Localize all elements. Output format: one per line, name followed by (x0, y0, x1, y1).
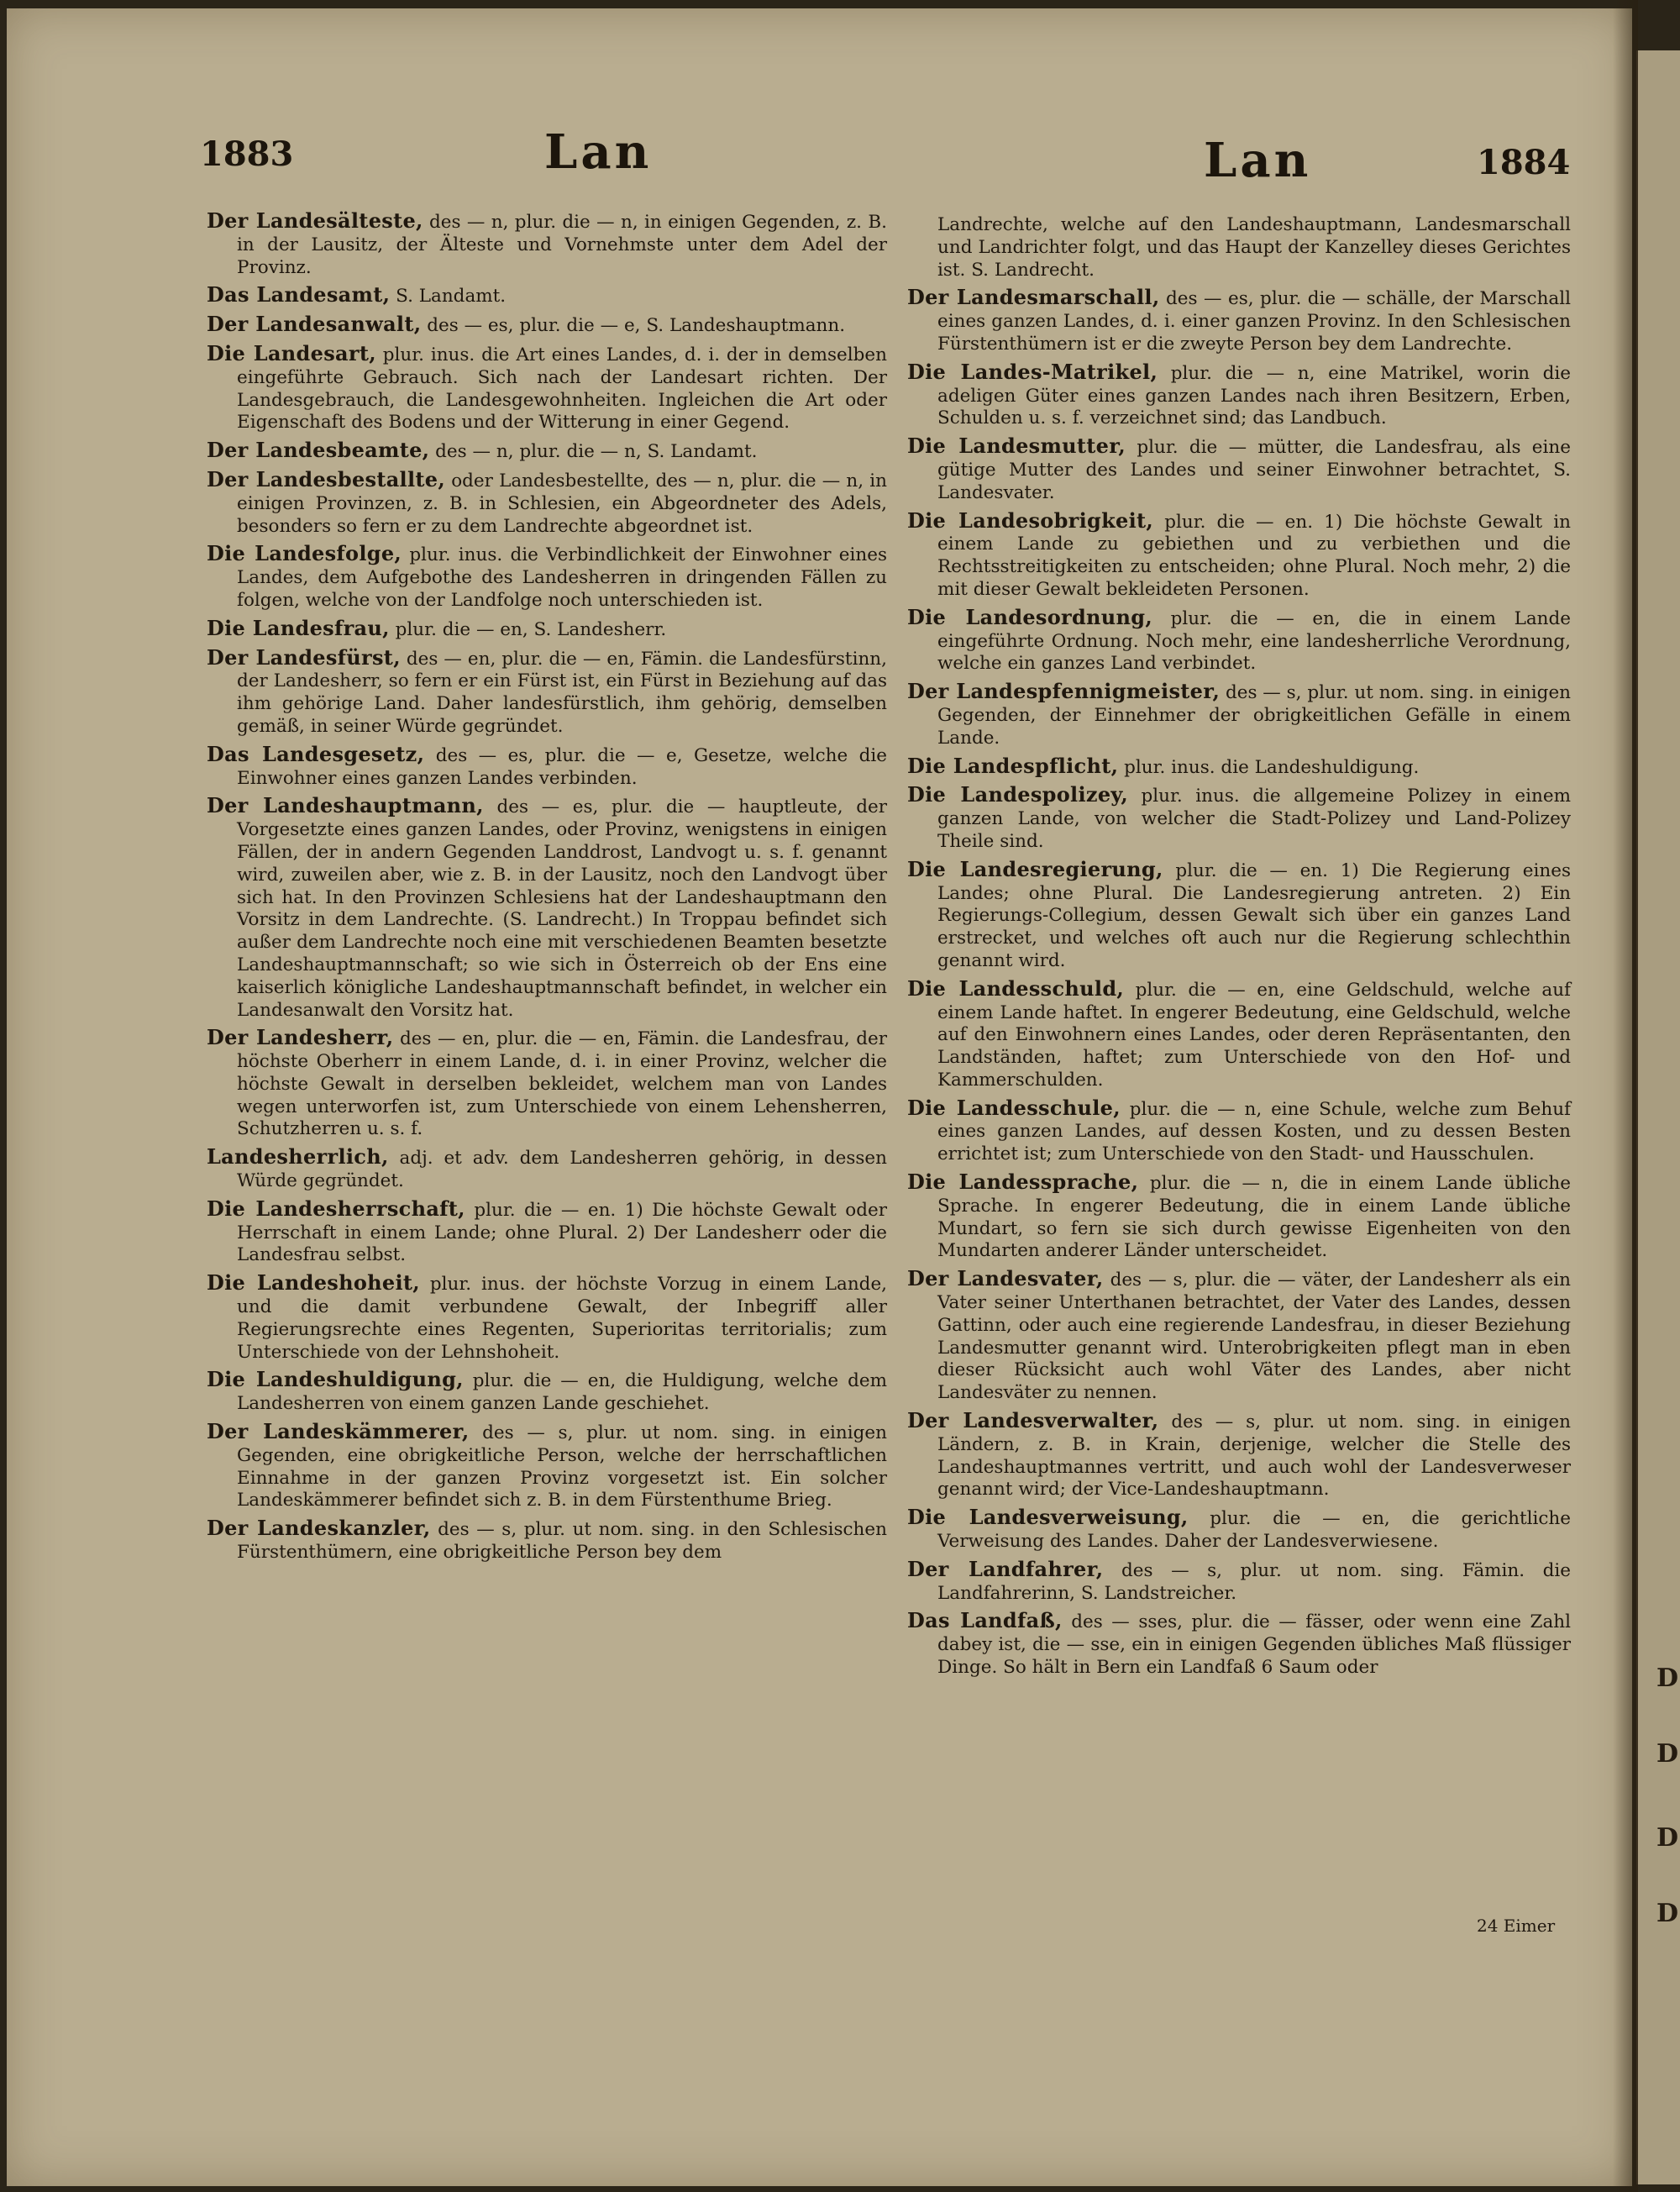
entry-definition: des — sses, plur. die — fässer, oder wenn eine Zahl dabey ist, die — sse, ein in einigen Gegenden übliches Maß flüssiger Dinge. So hält in Bern ein Landfaß 6 Saum oder (937, 1611, 1571, 1679)
dictionary-entry (207, 543, 887, 612)
edge-letter: D (1656, 1664, 1679, 1693)
edge-letter: D (1656, 1823, 1679, 1853)
entry-headword: Die Landesschule, (907, 1095, 1121, 1120)
entry-headword: Der Landesverwalter, (907, 1408, 1159, 1433)
entry-definition: plur. die — en, die in einem Lande eingeführte Ordnung. Noch mehr, eine landesherrliche Verordnung, welche ein ganzes Land verbindet. (937, 607, 1572, 675)
entry-definition: des — s, plur. ut nom. sing. in einigen Ländern, z. B. in Krain, derjenige, welcher die Stelle des Landeshauptmannes vertritt, und auch wohl der Landesverweser genannt wird; der Vice-Landeshauptmann. (937, 1411, 1571, 1501)
dictionary-entry (907, 1506, 1571, 1553)
dictionary-entry (907, 214, 1571, 281)
dictionary-entry (207, 1198, 887, 1267)
entry-definition: plur. inus. der höchste Vorzug in einem Lande, und die damit verbundene Gewalt, der Inbegriff aller Regierungsrechte eines Regenten, Superioritas territorialis; zum Unterschiede von der Lehnshoheit. (237, 1274, 887, 1363)
dictionary-entry (907, 975, 1572, 1092)
entry-headword: Die Landesordnung, (907, 604, 1153, 629)
dictionary-entry (207, 1146, 887, 1193)
entry-headword: Der Landeskämmerer, (207, 1419, 470, 1444)
entry-definition: plur. inus. die Landeshuldigung. (1124, 756, 1420, 778)
dictionary-entry (907, 1171, 1571, 1263)
entry-headword: Die Landesverweisung, (907, 1505, 1189, 1530)
dictionary-entry (207, 1027, 887, 1141)
entry-definition: plur. die — en. 1) Die höchste Gewalt in einem Lande zu gebiethen und zu verbiethen und die Rechtsstreitigkeiten zu entscheiden; ohne Plural. Noch mehr, 2) die mit dieser Gewalt bekleideten Personen. (937, 511, 1571, 600)
entry-headword: Der Landesbestallte, (207, 466, 446, 491)
entry-headword: Der Landesherr, (207, 1025, 394, 1050)
right-running-head: Lan (1204, 133, 1312, 188)
entry-headword: Der Landesfürst, (207, 644, 401, 670)
entry-definition: des — n, plur. die — n, S. Landamt. (435, 441, 758, 463)
entry-definition: des — s, plur. ut nom. sing. Fämin. die Landfahrerinn, S. Landstreicher. (937, 1559, 1571, 1604)
entry-headword: Landesherrlich, (207, 1144, 389, 1170)
entry-definition: des — n, plur. die — n, in einigen Gegenden, z. B. in der Lausitz, der Älteste und Vornehmste unter dem Adel der Provinz. (237, 212, 887, 278)
entry-headword: Der Landeshauptmann, (207, 793, 484, 818)
entry-headword: Der Landesmarschall, (907, 285, 1160, 310)
entry-headword: Das Landesamt, (207, 282, 391, 308)
left-column (207, 210, 887, 1569)
dictionary-entry (207, 741, 887, 791)
entry-definition: plur. die — mütter, die Landesfrau, als eine gütige Mutter des Landes und seiner Einwohner betrachtet, S. Landesvater. (937, 437, 1571, 503)
entry-headword: Das Landesgesetz, (207, 741, 425, 766)
entry-definition: des — en, plur. die — en, Fämin. die Landesfrau, der höchste Oberherr in einem Lande, d. i. in einer Provinz, welcher die höchste Gewalt in derselben bekleidet, welchem man von Landes wegen unterworfen ist, zum Unterschiede von einem Lehensherren, Schutzherren u. s. f. (237, 1028, 887, 1140)
entry-headword: Die Landesregierung, (907, 856, 1163, 881)
entry-headword: Der Landesanwalt, (207, 312, 422, 337)
entry-definition: des — es, plur. die — schälle, der Marschall eines ganzen Landes, d. i. einer ganzen Provinz. In den Schlesischen Fürstenthümern ist er die zweyte Person bey dem Landrechte. (937, 288, 1571, 355)
dictionary-entry (207, 466, 888, 538)
entry-headword: Die Landesschuld, (907, 975, 1125, 1001)
right-column (907, 214, 1571, 1685)
entry-definition: plur. die — en, die Huldigung, welche dem Landesherren von einem ganzen Lande geschiehet. (237, 1370, 887, 1415)
dictionary-entry (207, 1517, 887, 1564)
dictionary-entry (207, 795, 887, 1022)
dictionary-entry (907, 435, 1571, 504)
dictionary-entry (907, 1556, 1571, 1606)
entry-definition: plur. inus. die allgemeine Polizey in einem ganzen Lande, von welcher die Stadt-Polizey und Land-Polizey Theile sind. (937, 786, 1571, 852)
entry-headword: Der Landfahrer, (907, 1556, 1104, 1581)
entry-definition: des — es, plur. die — e, Gesetze, welche die Einwohner eines ganzen Landes verbinden. (237, 744, 887, 789)
entry-definition: des — es, plur. die — hauptleute, der Vorgesetzte eines ganzen Landes, oder Provinz, wenigstens in einigen Fällen, der in andern Gegenden Landdrost, Landvogt u. s. f. genannt wird, zuweilen aber, wie z. B. in der Lausitz, noch den Landvogt über sich hat. In den Provinzen Schlesiens hat der Landeshauptmann den Vorsitz in dem Landrechte. (S. Landrecht.) In Troppau befindet sich außer dem Landrechte noch eine mit verschiedenen Beamten besetzte Landeshauptmannschaft; so wie sich in Österreich ob der Ens eine kaiserlich königliche Landeshauptmannschaft befindet, in welcher ein Landesanwalt den Vorsitz hat. (237, 796, 887, 1021)
dictionary-entry (907, 755, 1571, 780)
left-page-number: 1883 (200, 134, 294, 174)
dictionary-entry (207, 1421, 887, 1512)
entry-definition: des — es, plur. die — e, S. Landeshauptmann. (427, 315, 846, 337)
entry-headword: Die Landesobrigkeit, (907, 507, 1154, 533)
entry-definition: des — s, plur. die — väter, der Landesherr als ein Vater seiner Unterthanen betrachtet, der Vater des Landes, dessen Gattinn, oder auch eine regierende Landesfrau, in dieser Beziehung Landesmutter genannt wird. Unterobrigkeiten pflegt man in eben dieser Rücksicht auch wohl Väter des Landes, aber nicht Landesväter zu nennen. (937, 1269, 1571, 1404)
entry-definition: Landrechte, welche auf den Landeshauptmann, Landesmarschall und Landrichter folgt, und das Haupt der Kanzelley dieses Gerichtes ist. S. Landrecht. (937, 214, 1571, 281)
dictionary-entry (907, 604, 1572, 675)
entry-headword: Das Landfaß, (907, 1608, 1063, 1633)
dictionary-entry (907, 681, 1571, 749)
entry-definition: des — en, plur. die — en, Fämin. die Landesfürstinn, der Landesherr, so fern er ein Fürst ist, ein Fürst in Beziehung auf das ihm gehörige Land. Daher landesfürstlich, ihm gehörig, demselben gemäß, in seiner Würde gegründet. (237, 648, 887, 737)
dictionary-entry (907, 1268, 1571, 1405)
dictionary-entry (907, 286, 1571, 355)
next-page-edge (1636, 50, 1680, 2184)
entry-definition: plur. die — n, die in einem Lande übliche Sprache. In engerer Bedeutung, die in einem Lande übliche Mundart, so fern sie sich durch gewisse Eigenheiten von den Mundarten anderer Länder unterscheidet. (937, 1173, 1571, 1262)
entry-headword: Die Landesmutter, (907, 434, 1126, 459)
entry-definition: plur. inus. die Verbindlichkeit der Einwohner eines Landes, dem Aufgebothe des Landesherren in dringenden Fällen zu folgen, welche von der Landfolge noch unterschieden ist. (237, 544, 887, 611)
entry-headword: Der Landesbeamte, (207, 438, 430, 463)
entry-headword: Die Landesart, (207, 340, 376, 365)
entry-definition: plur. die — en, S. Landesherr. (395, 618, 667, 640)
entry-headword: Die Landesherrschaft, (207, 1196, 465, 1221)
entry-definition: plur. die — en. 1) Die höchste Gewalt oder Herrschaft in einem Lande; ohne Plural. 2) Der Landesherr oder die Landesfrau selbst. (237, 1199, 887, 1266)
entry-headword: Der Landesälteste, (207, 208, 423, 233)
edge-letter: D (1656, 1739, 1679, 1769)
catchword: 24 Eimer (1477, 1916, 1556, 1936)
entry-definition: des — s, plur. ut nom. sing. in einigen Gegenden, eine obrigkeitliche Person, welche der herrschaftlichen Einnahme in der ganzen Provinz vorgesetzt ist. Ein solcher Landeskämmerer befindet sich z. B. in dem Fürstenthume Brieg. (237, 1422, 887, 1511)
entry-definition: plur. die — en, eine Geldschuld, welche auf einem Lande haftet. In engerer Bedeutung, eine Geldschuld, welche auf den Einwohnern eines Landes, oder deren Repräsentanten, den Landständen, haftet; zum Unterschiede von den Hof- und Kammerschulden. (937, 979, 1572, 1091)
entry-definition: des — s, plur. ut nom. sing. in einigen Gegenden, der Einnehmer der obrigkeitlichen Gefälle in einem Lande. (937, 682, 1572, 749)
right-page-number: 1884 (1477, 143, 1571, 182)
dictionary-entry (207, 313, 887, 338)
dictionary-entry (907, 1610, 1571, 1679)
entry-definition: adj. et adv. dem Landesherren gehörig, in dessen Würde gegründet. (237, 1148, 887, 1192)
entry-definition: S. Landamt. (396, 286, 507, 308)
entry-headword: Der Landespfennigmeister, (907, 679, 1221, 704)
dictionary-entry (907, 361, 1571, 430)
dictionary-entry (207, 644, 887, 739)
entry-headword: Der Landeskanzler, (207, 1516, 431, 1541)
entry-headword: Der Landesvater, (907, 1266, 1104, 1291)
entry-headword: Die Landessprache, (907, 1170, 1139, 1195)
entry-definition: oder Landesbestellte, des — n, plur. die — n, in einigen Provinzen, z. B. in Schlesien, ein Abgeordneter des Adels, besonders so fern er zu dem Landrechte abgeordnet ist. (237, 470, 888, 537)
entry-headword: Die Landeshuldigung, (207, 1367, 464, 1392)
dictionary-entry (907, 1410, 1571, 1501)
entry-definition: plur. die — n, eine Schule, welche zum Behuf eines ganzen Landes, auf dessen Kosten, und zu dessen Besten errichtet ist; zum Unterschiede von den Stadt- und Hausschulen. (937, 1098, 1572, 1165)
dictionary-entry (907, 1097, 1571, 1166)
dictionary-page (7, 8, 1632, 2186)
entry-definition: des — s, plur. ut nom. sing. in den Schlesischen Fürstenthümern, eine obrigkeitliche Person bey dem (237, 1519, 887, 1564)
dictionary-entry (207, 340, 887, 434)
entry-headword: Die Landesfrau, (207, 615, 390, 640)
dictionary-entry (207, 284, 887, 308)
left-running-head: Lan (544, 124, 653, 180)
dictionary-entry (207, 1369, 887, 1416)
entry-headword: Die Landesfolge, (207, 541, 402, 566)
entry-definition: plur. die — en, die gerichtliche Verweisung des Landes. Daher der Landesverwiesene. (937, 1508, 1571, 1553)
entry-definition: plur. inus. die Art eines Landes, d. i. der in demselben eingeführte Gebrauch. Sich nach der Landesart richten. Der Landesgebrauch, die Landesgewohnheiten. Ingleichen die Art oder Eigenschaft des Bodens und der Witterung in einer Gegend. (237, 344, 887, 434)
entry-definition: plur. die — n, eine Matrikel, worin die adeligen Güter eines ganzen Landes nach ihren Besitzern, Erben, Schulden u. s. f. verzeichnet sind; das Landbuch. (937, 362, 1572, 429)
entry-headword: Die Landespflicht, (907, 753, 1119, 778)
dictionary-entry (907, 856, 1571, 973)
dictionary-entry (207, 210, 887, 279)
entry-headword: Die Landespolizey, (907, 782, 1128, 807)
entry-headword: Die Landes-Matrikel, (907, 359, 1158, 384)
entry-headword: Die Landeshoheit, (207, 1270, 420, 1296)
dictionary-entry (207, 439, 887, 464)
dictionary-entry (207, 1272, 887, 1364)
edge-letter: D (1656, 1899, 1679, 1928)
dictionary-entry (207, 615, 887, 642)
dictionary-entry (907, 784, 1571, 853)
dictionary-entry (907, 507, 1571, 602)
spine-shadow (1613, 0, 1638, 2192)
entry-definition: plur. die — en. 1) Die Regierung eines Landes; ohne Plural. Die Landesregierung antreten. 2) Ein Regierungs-Collegium, dessen Gewalt sich über ein ganzes Land erstrecket, und welches oft auch nur die Regierung schlechthin genannt wird. (937, 859, 1571, 971)
